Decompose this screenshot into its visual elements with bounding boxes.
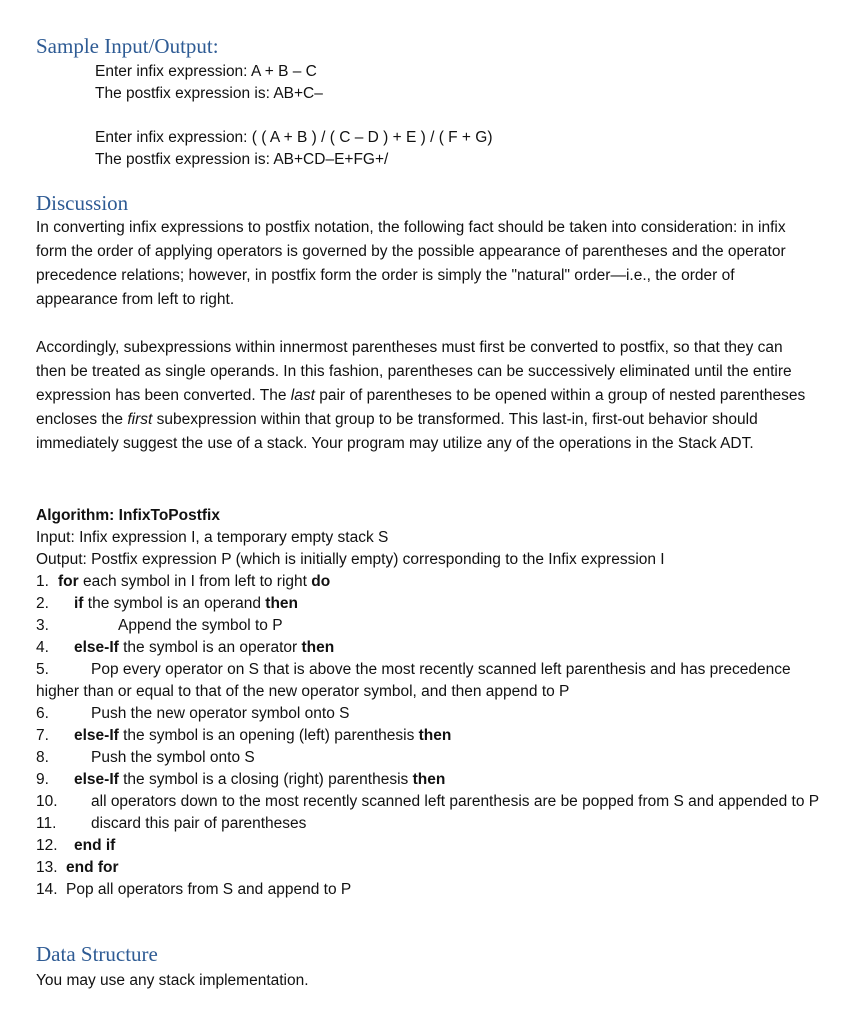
line-number: 14. [36,881,58,898]
line-number: 13. [36,859,58,876]
line-text: all operators down to the most recently scanned left parenthesis are be popped from S and appended to P [91,793,820,810]
line-text: Append the symbol to P [118,617,283,634]
data-structure-text: You may use any stack implementation. [36,972,309,989]
data-structure-heading: Data Structure [36,942,158,966]
sample-example-2 [95,127,493,171]
keyword: else-If [74,771,119,788]
algorithm-line-8 [36,747,826,769]
line-number: 8. [36,749,49,766]
algorithm-line-2 [36,593,826,615]
algorithm-title-text: Algorithm: InfixToPostfix [36,507,220,524]
line-text: Pop every operator on S that is above the most recently scanned left parenthesis and has precedence higher than or equal to that of the new operator symbol, and then append to P [36,661,791,700]
line-text: Pop all operators from S and append to P [66,881,352,898]
line-number: 3. [36,617,49,634]
sample-input-line: Enter infix expression: A + B – C [95,63,317,80]
keyword: else-If [74,727,119,744]
algorithm-block [36,505,826,901]
algorithm-line-3 [36,615,826,637]
keyword: if [74,595,84,612]
emphasis-first: first [127,411,153,428]
line-number: 4. [36,639,49,656]
algorithm-input: Input: Infix expression I, a temporary empty stack S [36,529,389,546]
discussion-paragraph-2 [36,336,816,456]
line-number: 11. [36,815,57,832]
algorithm-line-5 [36,659,826,703]
algorithm-line-13 [36,857,826,879]
sample-io-heading: Sample Input/Output: [36,34,219,58]
line-text: Push the symbol onto S [91,749,255,766]
line-number: 1. [36,573,49,590]
algorithm-title [36,505,826,527]
paragraph-text: Accordingly, subexpressions within innermost parentheses must first be converted to postfix, so that they can then be treated as single operands. In this fashion, parentheses can be successively eliminated until the entire expression has been converted. The [36,339,792,404]
line-number: 7. [36,727,49,744]
line-number: 5. [36,661,49,678]
keyword: end if [74,837,116,854]
line-text: each symbol in I from left to right [78,573,312,590]
keyword: for [58,573,79,590]
keyword: then [412,771,446,788]
algorithm-line-7 [36,725,826,747]
algorithm-line-4 [36,637,826,659]
line-text: Push the new operator symbol onto S [91,705,350,722]
line-text: the symbol is a closing (right) parenthesis [118,771,413,788]
keyword: end for [66,859,119,876]
keyword: then [418,727,452,744]
line-text: the symbol is an opening (left) parenthesis [118,727,419,744]
sample-input-line: Enter infix expression: ( ( A + B ) / ( C – D ) + E ) / ( F + G) [95,129,493,146]
algorithm-line-10 [36,791,826,813]
paragraph-text: subexpression within that group to be transformed. This last-in, first-out behavior should immediately suggest the use of a stack. Your program may utilize any of the operations in the Stack ADT. [36,411,758,452]
line-text: the symbol is an operator [118,639,302,656]
paragraph-text: pair of parentheses to be opened within a group of nested parentheses encloses the [36,387,806,428]
line-number: 12. [36,837,58,854]
sample-example-1 [95,61,323,105]
line-text: the symbol is an operand [83,595,266,612]
sample-output-line: The postfix expression is: AB+CD–E+FG+/ [95,151,389,168]
algorithm-line-1 [36,571,826,593]
keyword: else-If [74,639,119,656]
algorithm-line-6 [36,703,826,725]
line-number: 6. [36,705,49,722]
algorithm-line-11 [36,813,826,835]
sample-output-line: The postfix expression is: AB+C– [95,85,323,102]
line-text: discard this pair of parentheses [91,815,307,832]
algorithm-line-9 [36,769,826,791]
keyword: then [265,595,298,612]
line-number: 10. [36,793,58,810]
keyword: then [301,639,335,656]
line-number: 9. [36,771,49,788]
algorithm-line-14 [36,879,826,901]
emphasis-last: last [290,387,315,404]
algorithm-line-12 [36,835,826,857]
algorithm-output: Output: Postfix expression P (which is initially empty) corresponding to the Infix expression I [36,551,665,568]
discussion-heading: Discussion [36,191,129,215]
line-number: 2. [36,595,49,612]
keyword: do [311,573,331,590]
discussion-paragraph-1: In converting infix expressions to postfix notation, the following fact should be taken into consideration: in infix form the order of applying operators is governed by the possible appearance of parentheses and the operator precedence relations; however, in postfix form the order is simply the "natural" order—i.e., the order of appearance from left to right. [36,219,786,308]
